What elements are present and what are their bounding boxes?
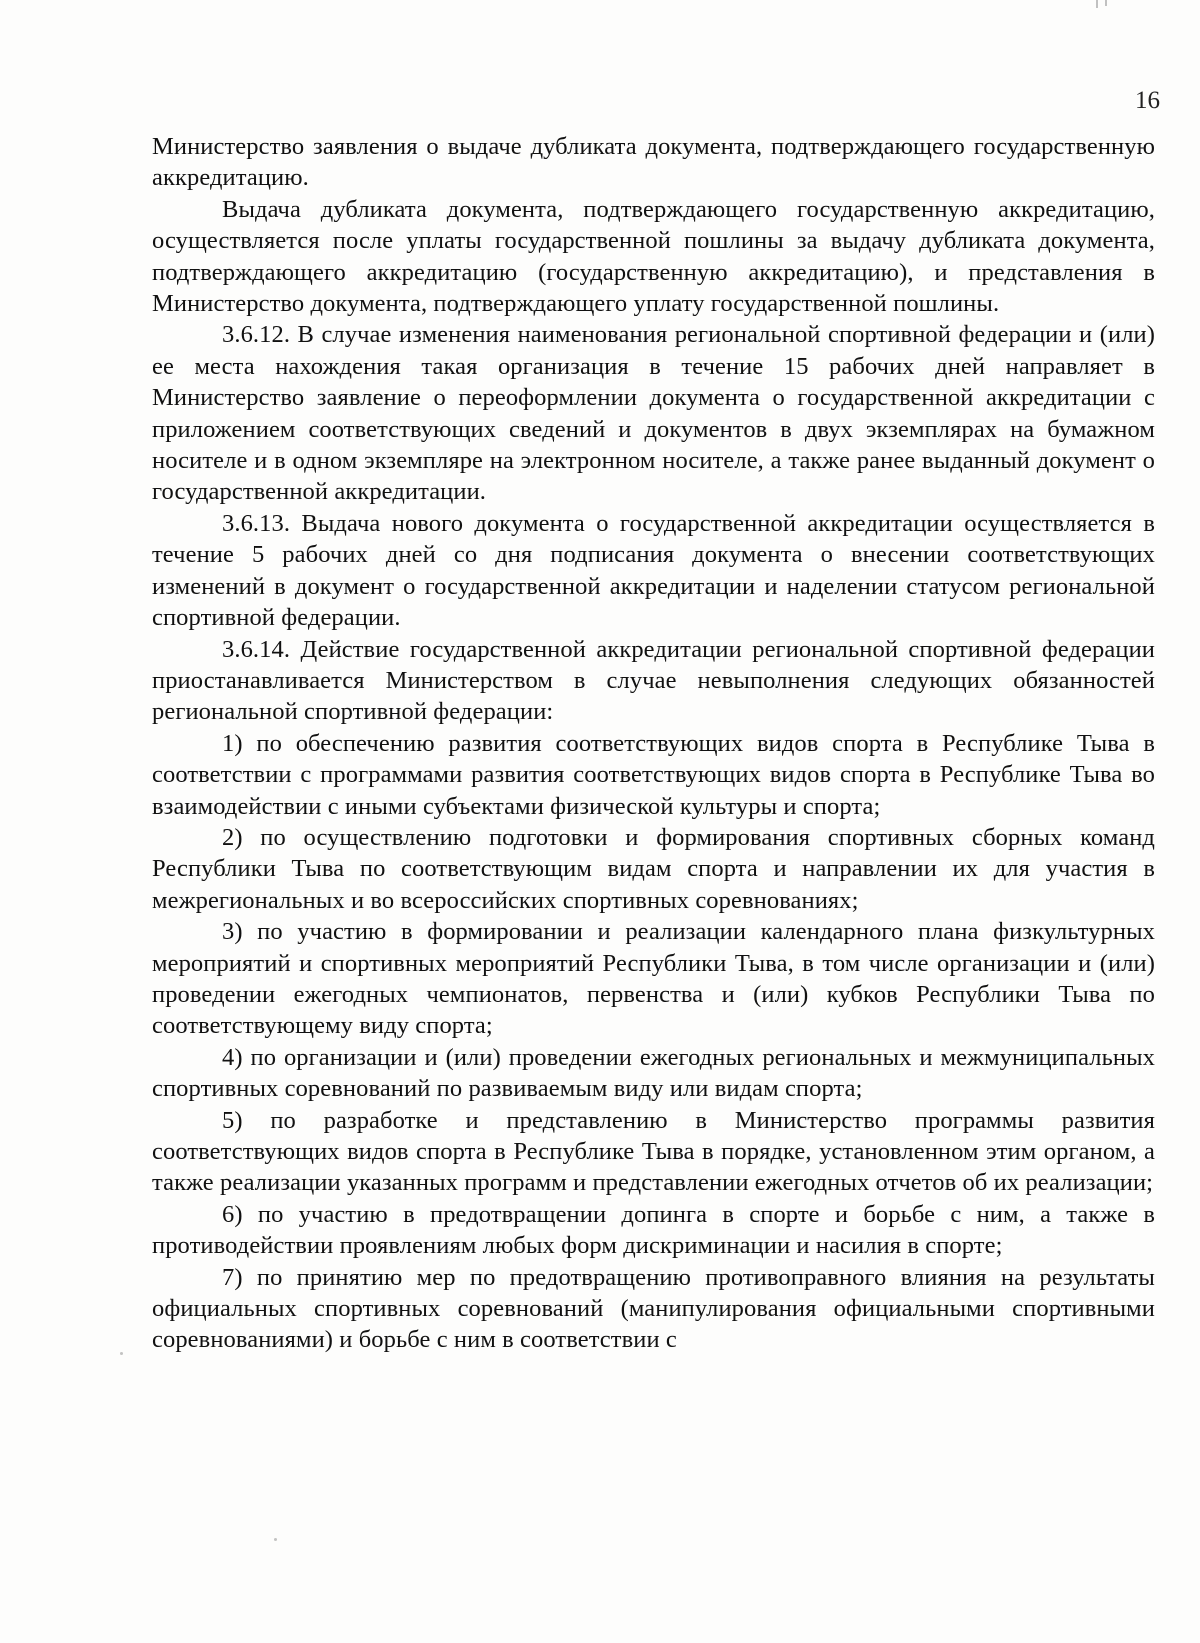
paragraph: 3.6.13. Выдача нового документа о государственной аккредитации осуществляется в течение 5 рабочих дней со дня подписания документа о внесении соответствующих изменений в документ о государственной аккредитации и наделении статусом региональной спортивной федерации. xyxy=(152,509,1155,632)
scan-artifact-mark xyxy=(1105,0,1107,6)
paragraph: 1) по обеспечению развития соответствующих видов спорта в Республике Тыва в соответствии с программами развития соответствующих видов спорта в Республике Тыва во взаимодействии с иными субъектами физической культуры и спорта; xyxy=(152,729,1155,820)
document-body xyxy=(152,131,1155,1356)
paragraph: 3.6.12. В случае изменения наименования региональной спортивной федерации и (или) ее места нахождения такая организация в течение 15 рабочих дней направляет в Министерство заявление о переоформлении документа о государственной аккредитации с приложением соответствующих сведений и документов в двух экземплярах на бумажном носителе и в одном экземпляре на электронном носителе, а также ранее выданный документ о государственной аккредитации. xyxy=(152,321,1155,506)
scan-artifact-dot xyxy=(274,1538,277,1541)
paragraph: 3.6.14. Действие государственной аккредитации региональной спортивной федерации приостанавливается Министерством в случае невыполнения следующих обязанностей региональной спортивной федерации: xyxy=(152,635,1155,726)
paragraph: Министерство заявления о выдаче дубликата документа, подтверждающего государственную аккредитацию. xyxy=(152,133,1155,192)
paragraph: 3) по участию в формировании и реализации календарного плана физкультурных мероприятий и спортивных мероприятий Республики Тыва, в том числе организации и (или) проведении ежегодных чемпионатов, первенства и (или) кубков Республики Тыва по соответствующему виду спорта; xyxy=(152,918,1155,1040)
scan-artifact-mark xyxy=(1096,0,1098,8)
paragraph: 4) по организации и (или) проведении ежегодных региональных и межмуниципальных спортивных соревнований по развиваемым виду или видам спорта; xyxy=(152,1043,1155,1103)
paragraph: 6) по участию в предотвращении допинга в спорте и борьбе с ним, а также в противодействии проявлениям любых форм дискриминации и насилия в спорте; xyxy=(152,1200,1155,1260)
paragraph: Выдача дубликата документа, подтверждающего государственную аккредитацию, осуществляется после уплаты государственной пошлины за выдачу дубликата документа, подтверждающего аккредитацию (государственную аккредитацию), и представления в Министерство документа, подтверждающего уплату государственной пошлины. xyxy=(152,195,1155,318)
page-number: 16 xyxy=(1135,87,1160,114)
scan-artifact-dot xyxy=(120,1352,123,1355)
paragraph: 7) по принятию мер по предотвращению противоправного влияния на результаты официальных спортивных соревнований (манипулирования официальными спортивными соревнованиями) и борьбе с ним в соответствии с xyxy=(152,1263,1155,1354)
paragraph: 2) по осуществлению подготовки и формирования спортивных сборных команд Республики Тыва по соответствующим видам спорта и направлении их для участия в межрегиональных и во всероссийских спортивных соревнованиях; xyxy=(152,823,1155,914)
paragraph: 5) по разработке и представлению в Министерство программы развития соответствующих видов спорта в Республике Тыва в порядке, установленном этим органом, а также реализации указанных программ и представлении ежегодных отчетов об их реализации; xyxy=(152,1106,1155,1197)
